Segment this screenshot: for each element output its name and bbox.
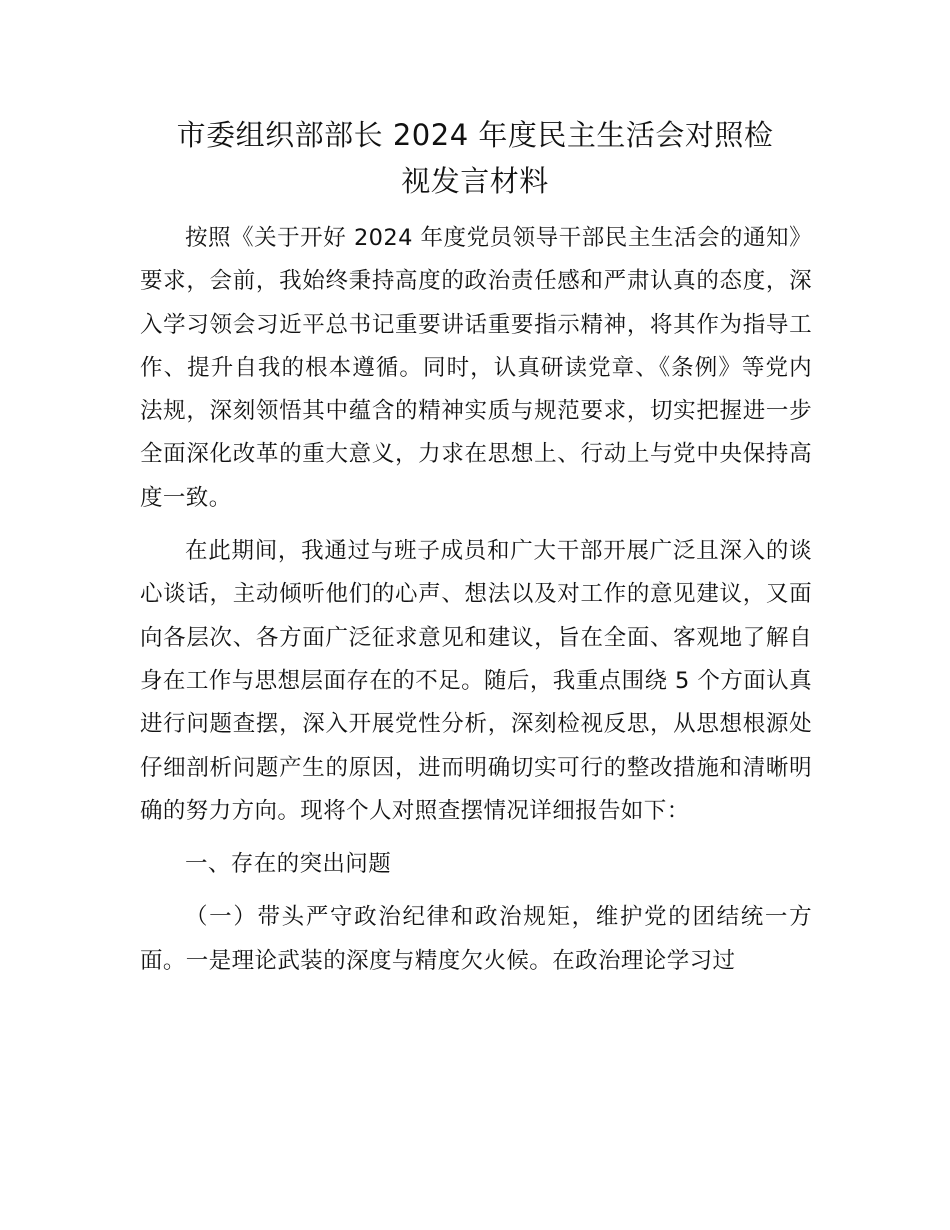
- section-heading-problems: 一、存在的突出问题: [185, 851, 392, 878]
- paragraph-subsection-1: （一）带头严守政治纪律和政治规矩，维护党的团结统一方面。一是理论武装的深度与精度欠火候。在政治理论学习过: [140, 904, 812, 974]
- document-body: [140, 217, 812, 983]
- title-line-1: 市委组织部部长 2024 年度民主生活会对照检: [176, 118, 774, 152]
- title-line-2: 视发言材料: [401, 164, 549, 198]
- document-title: [120, 112, 830, 204]
- paragraph-intro: 按照《关于开好 2024 年度党员领导干部民主生活会的通知》要求，会前，我始终秉持高度的政治责任感和严肃认真的态度，深入学习领会习近平总书记重要讲话重要指示精神，将其作为指导工作、提升自我的根本遵循。同时，认真研读党章、《条例》等党内法规，深刻领悟其中蕴含的精神实质与规范要求，切实把握进一步全面深化改革的重大意义，力求在思想上、行动上与党中央保持高度一致。: [140, 225, 812, 511]
- paragraph-process: 在此期间，我通过与班子成员和广大干部开展广泛且深入的谈心谈话，主动倾听他们的心声、想法以及对工作的意见建议，又面向各层次、各方面广泛征求意见和建议，旨在全面、客观地了解自身在工作与思想层面存在的不足。随后，我重点围绕 5 个方面认真进行问题查摆，深入开展党性分析，深刻检视反思，从思想根源处仔细剖析问题产生的原因，进而明确切实可行的整改措施和清晰明确的努力方向。现将个人对照查摆情况详细报告如下：: [140, 538, 812, 824]
